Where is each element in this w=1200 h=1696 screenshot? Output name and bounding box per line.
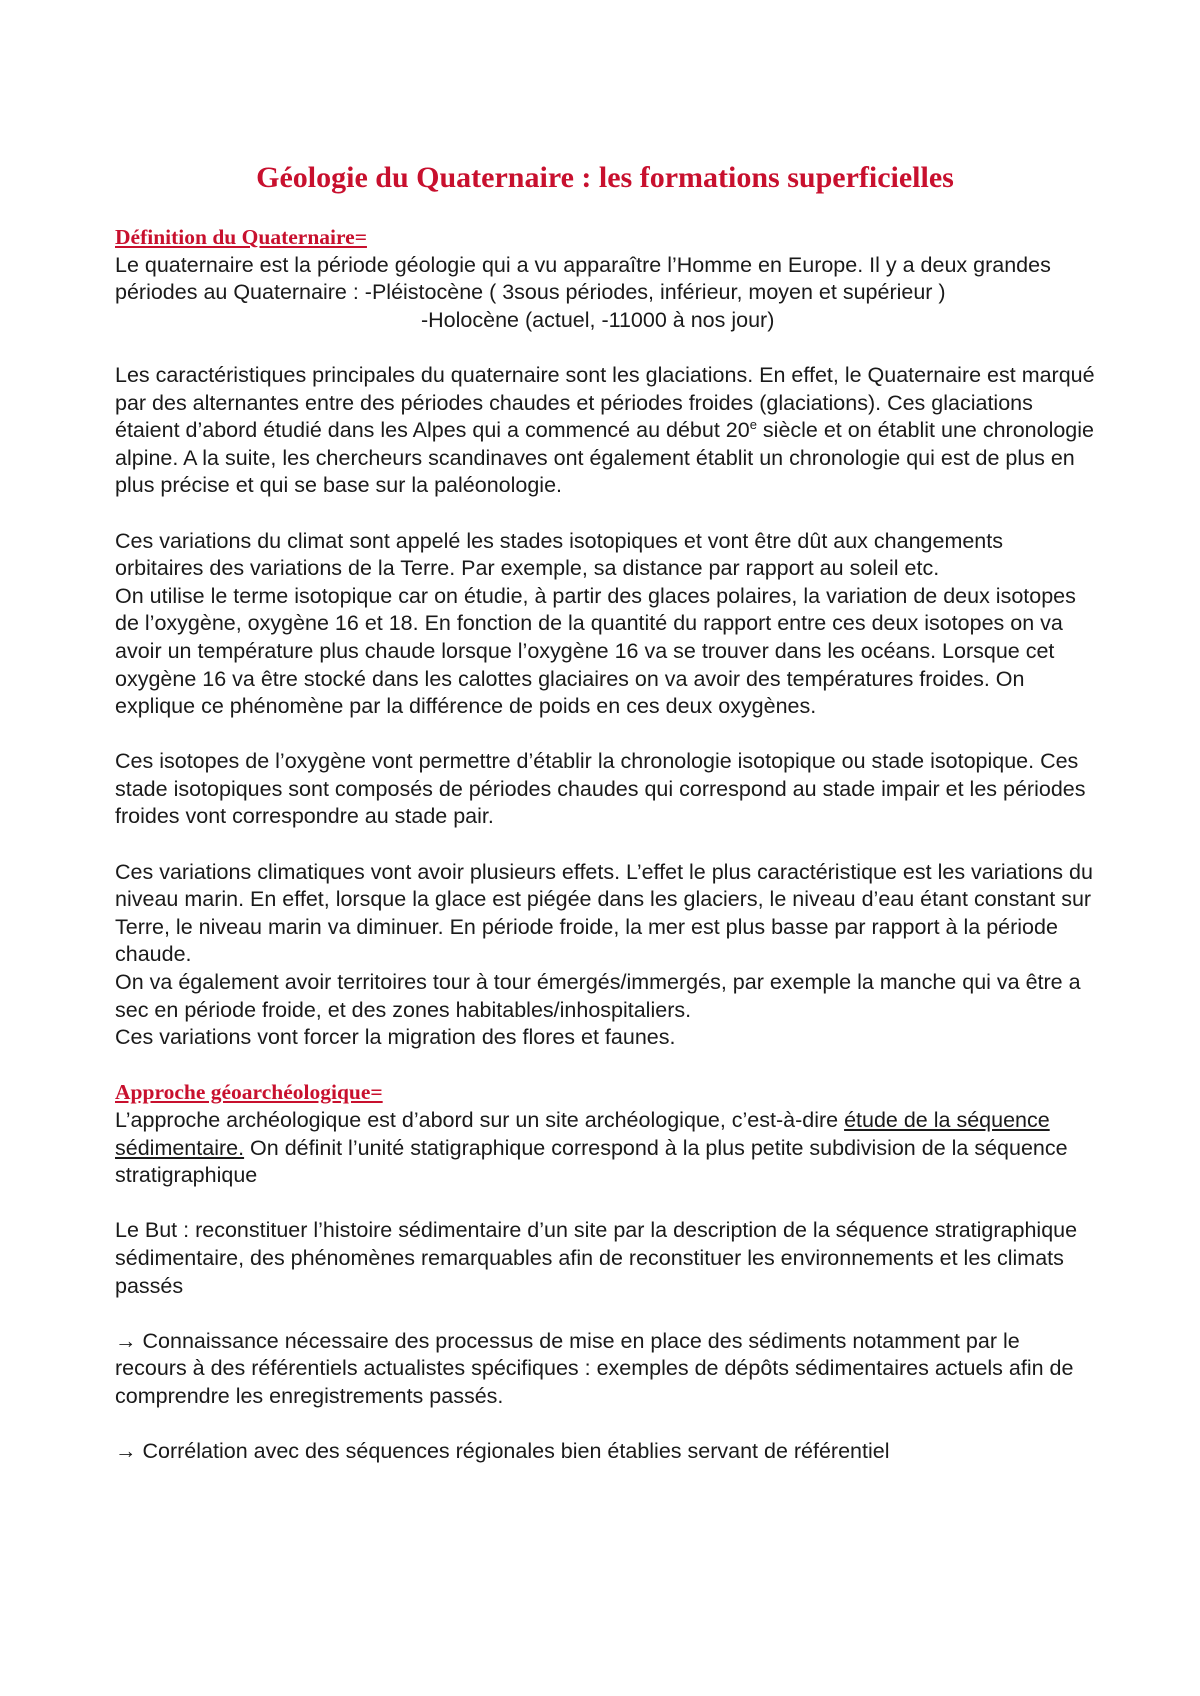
paragraph-definition-line3: -Holocène (actuel, -11000 à nos jour): [421, 307, 775, 332]
paragraph-niveau-marin: Ces variations climatiques vont avoir plusieurs effets. L’effet le plus caractéristique est les variations du niveau marin. En effet, lorsque la glace est piégée dans les glaciers, le niveau d’eau étant constant sur Terre, le niveau marin va diminuer. En période froide, la mer est plus basse par rapport à la période chaude.: [115, 859, 1093, 967]
paragraph-migration: Ces variations vont forcer la migration des flores et faunes.: [115, 1025, 676, 1050]
paragraph-but: Le But : reconstituer l’histoire sédimentaire d’un site par la description de la séquence stratigraphique sédimentaire, des phénomènes remarquables afin de reconstituer les environnements et les climats passés: [115, 1218, 1078, 1298]
arrow-right-icon: →: [115, 1439, 137, 1464]
paragraph-territoires: On va également avoir territoires tour à tour émergés/immergés, par exemple la manche qui va être a sec en période froide, et des zones habitables/inhospitaliers.: [115, 970, 1081, 1022]
text-run: L’approche archéologique est d’abord sur un site archéologique, c’est-à-dire: [115, 1108, 845, 1132]
paragraph-correlation: [115, 1438, 1095, 1466]
paragraph-glaciations: [115, 362, 1095, 500]
spacer: [115, 1052, 1095, 1080]
text-run: Corrélation avec des séquences régionales bien établies servant de référentiel: [142, 1439, 890, 1464]
paragraph-variations-climat: Ces variations du climat sont appelé les stades isotopiques et vont être dût aux changements orbitaires des variations de la Terre. Par exemple, sa distance par rapport au soleil etc.: [115, 528, 1003, 581]
paragraph-isotopique: On utilise le terme isotopique car on étudie, à partir des glaces polaires, la variation de deux isotopes de l’oxygène, oxygène 16 et 18. En fonction de la quantité du rapport entre ces deux isotopes on va avoir un température plus chaude lorsque l’oxygène 16 va se trouver dans les océans. Lorsque cet oxygène 16 va être stocké dans les calottes glaciaires on va avoir des températures froides. On explique ce phénomène par la différence de poids en ces deux oxygènes.: [115, 583, 1076, 719]
section-heading-geoarcheologique: Approche géoarchéologique=: [115, 1080, 383, 1105]
text-run: Les caractéristiques principales du quaternaire sont les glaciations. En effet, le Quaternaire est marqué par des alternantes entre des périodes chaudes et périodes froides (glaciations). Ces glaciations étaient d’abord étudié dans les Alpes qui a commencé au début 20: [115, 362, 1095, 443]
spacer: [115, 1300, 1095, 1328]
paragraph-chronologie-isotopique: Ces isotopes de l’oxygène vont permettre d’établir la chronologie isotopique ou stade isotopique. Ces stade isotopiques sont composés de périodes chaudes qui correspond au stade impair et les périodes froides vont correspondre au stade pair.: [115, 749, 1086, 829]
document-page: [115, 158, 1095, 1466]
spacer: [115, 500, 1095, 528]
spacer: [115, 1411, 1095, 1439]
spacer: [115, 831, 1095, 859]
document-title: Géologie du Quaternaire : les formations superficielles: [256, 161, 954, 194]
text-run: Connaissance nécessaire des processus de mise en place des sédiments notamment par le recours à des référentiels actualistes spécifiques : exemples de dépôts sédimentaires actuels afin de comprendre les enregistrements passés.: [115, 1328, 1074, 1408]
underlined-text: étude de la séquence sédimentaire.: [115, 1108, 1050, 1160]
section-heading-definition: Définition du Quaternaire=: [115, 225, 367, 249]
text-run: On définit l’unité statigraphique correspond à la plus petite subdivision de la séquence stratigraphique: [115, 1135, 1068, 1188]
arrow-right-icon: →: [115, 1328, 137, 1353]
spacer: [115, 1190, 1095, 1218]
paragraph-definition-line1: Le quaternaire est la période géologie qui a vu apparaître l’Homme en Europe. Il y a deux grandes: [115, 252, 1051, 277]
text-run: siècle et on établit une chronologie alpine. A la suite, les chercheurs scandinaves ont également établit un chronologie qui est de plus en plus précise et qui se base sur la paléonologie.: [115, 418, 1094, 498]
paragraph-definition-line2: périodes au Quaternaire : -Pléistocène ( 3sous périodes, inférieur, moyen et supérieur ): [115, 280, 946, 305]
paragraph-connaissance: [115, 1328, 1095, 1411]
spacer: [115, 721, 1095, 749]
paragraph-approche: [115, 1107, 1095, 1190]
superscript: e: [749, 417, 757, 432]
spacer: [115, 334, 1095, 362]
